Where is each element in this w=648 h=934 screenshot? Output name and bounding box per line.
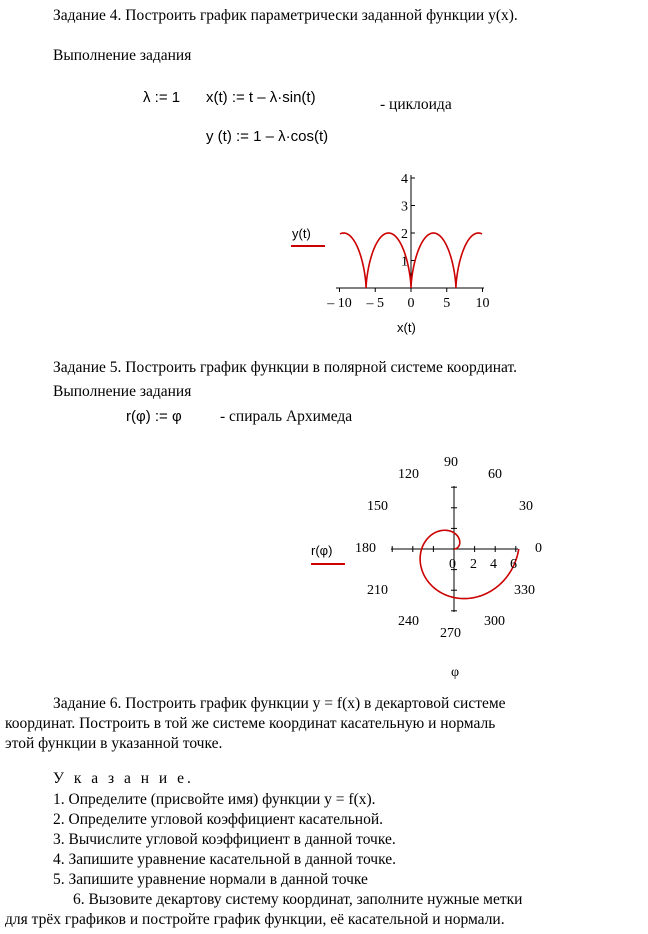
polar-phi-label: φ [451,665,460,680]
spiral-note: - спираль Архимеда [220,408,353,425]
cycloid-legend-label: y(t) [292,226,311,241]
radial-tick-6: 6 [510,557,517,572]
cycloid-x-tick: 0 [407,296,415,311]
angle-label-210: 210 [367,583,388,598]
cycloid-y-tick: 2 [401,227,408,242]
radial-tick-4: 4 [490,557,497,572]
angle-label-300: 300 [484,614,505,629]
y-definition: y (t) := 1 – λ·cos(t) [206,128,329,145]
task5-title: Задание 5. Построить график функции в полярной системе координат. [53,359,518,376]
radial-tick-0: 0 [449,557,456,572]
cycloid-x-label: x(t) [397,320,416,335]
task4-exec-label: Выполнение задания [53,47,192,64]
angle-label-180: 180 [355,541,376,556]
polar-legend-line [311,563,345,565]
angle-label-240: 240 [398,614,419,629]
task4-title: Задание 4. Построить график параметрически заданной функции y(x). [53,7,518,24]
hint-title: У к а з а н и е. [53,770,194,787]
step-2: 2. Определите угловой коэффициент касательной. [53,811,384,828]
angle-label-30: 30 [519,499,533,514]
angle-label-0: 0 [535,541,542,556]
task5-exec-label: Выполнение задания [53,383,192,400]
task6-line3: этой функции в указанной точке. [5,735,223,752]
angle-label-90: 90 [444,455,458,470]
step-4: 4. Запишите уравнение касательной в данной точке. [53,851,396,868]
angle-label-330: 330 [514,583,535,598]
cycloid-x-tick: – 10 [327,296,352,311]
cycloid-x-tick: 10 [475,296,490,311]
cycloid-note: - циклоида [380,96,452,113]
cycloid-x-tick: 5 [443,296,451,311]
radial-tick-2: 2 [470,557,477,572]
cycloid-x-tick: – 5 [366,296,384,311]
step-5: 5. Запишите уравнение нормали в данной точке [53,871,368,888]
angle-label-60: 60 [488,467,502,482]
lambda-definition: λ := 1 [143,89,181,106]
task6-line1: Задание 6. Построить график функции y = f(x) в декартовой системе [53,695,506,712]
step-1: 1. Определите (присвойте имя) функции y = f(x). [53,791,376,808]
cycloid-y-tick: 3 [401,199,408,215]
polar-legend-label: r(φ) [311,543,333,558]
angle-label-120: 120 [398,467,419,482]
r-definition: r(φ) := φ [126,408,182,425]
angle-label-270: 270 [440,626,461,641]
step-3: 3. Вычислите угловой коэффициент в данной точке. [53,831,396,848]
step-6-line2: для трёх графиков и постройте график функции, её касательной и нормали. [5,911,505,928]
angle-label-150: 150 [367,499,388,514]
x-definition: x(t) := t – λ·sin(t) [206,89,316,106]
task6-line2: координат. Построить в той же системе координат касательную и нормаль [5,715,496,732]
cycloid-y-tick: 4 [401,172,408,187]
cycloid-y-tick: 1 [401,254,408,270]
step-6-line1: 6. Вызовите декартову систему координат, заполните нужные метки [73,891,523,908]
